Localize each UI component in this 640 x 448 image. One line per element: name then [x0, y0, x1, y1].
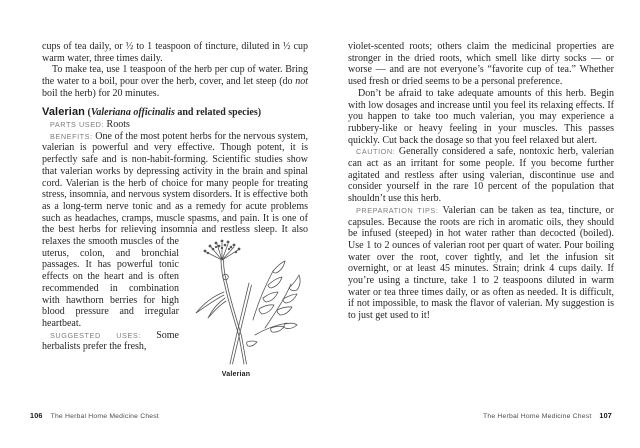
right-page-footer	[483, 411, 612, 420]
benefits-text-1: One of the most potent herbs for the nervous system, valerian is powerful and very effective. Though potent, it is perfectly safe and is non-habit-forming. Scientific studies show that valerian works by depressing activity in the brain and spinal cord. Valerian is the herb of choice for many people for treating stress, insomnia, and nervous system disorders. It is effective both as a long-term nerve tonic and as a remedy for acute problems such as headaches, cramps, muscle spasms, and pain. It is one of the best herbs for relieving insomnia and	[42, 130, 308, 236]
tea-instructions-paragraph	[42, 64, 308, 99]
valerian-illustration	[188, 238, 308, 381]
left-page-number: 106	[30, 411, 43, 420]
right-page-number: 107	[599, 411, 612, 420]
benefits-label: BENEFITS:	[50, 131, 93, 141]
left-page	[42, 41, 308, 383]
preparation-tips-paragraph	[348, 205, 614, 322]
valerian-plant-drawing	[189, 238, 307, 368]
tea-text-2: boil the herb) for 20 minutes.	[42, 87, 160, 99]
parts-used-value: Roots	[104, 119, 130, 131]
tea-text-1: To make tea, use 1 teaspoon of the herb per cup of water. Bring the water to a boil, pour over the herb, cover, and let steep (do	[42, 64, 308, 88]
dosage-paragraph: Don’t be afraid to take adequate amounts of this herb. Begin with low dosages and increase until you feel its relaxing effects. If you happen to take too much valerian, you may experience a rubbery-like or heavy feeling in your muscles. This passes quickly. Cut back the dosage so that you feel relaxed but alert.	[348, 87, 614, 146]
suggested-uses-label: SUGGESTED USES:	[50, 330, 141, 340]
right-page	[348, 41, 614, 322]
valerian-heading	[42, 106, 308, 119]
intro-continuation-paragraph: cups of tea daily, or ½ to 1 teaspoon of tincture, diluted in ½ cup warm water, three times daily.	[42, 41, 308, 64]
caution-text: Generally considered a safe, nontoxic herb, valerian can act as an irritant for some people. If you become further agitated and restless after using valerian, discontinue use and consider yourself in the rare 10 percent of the population that shouldn’t use this herb.	[348, 146, 614, 205]
book-title-footer-left: The Herbal Home Medicine Chest	[50, 413, 159, 420]
preparation-tips-text: Valerian can be taken as tea, tincture, or capsules. Because the roots are rich in aromatic oils, they should be infused (steeped) in hot water rather than decocted (boiled). Use 1 to 2 ounces of valerian root per quart of water. Pour boiling water over the root, cover tightly, and let the infusion sit overnight, or at least 45 minutes. Strain; drink 4 cups daily. If you’re using a tincture, take 1 to 2 teaspoons diluted in warm water or tea three times daily, or as often as needed. It is difficult, if not impossible, to mask the flavor of valerian. My suggestion is to just get used to it!	[348, 204, 614, 322]
herb-related-species: and related species)	[174, 107, 262, 119]
book-title-footer-right: The Herbal Home Medicine Chest	[483, 413, 592, 420]
herb-latin-wrap	[85, 107, 261, 118]
emphasis-not: not	[295, 76, 308, 88]
caution-paragraph	[348, 146, 614, 205]
illustration-caption: Valerian	[221, 371, 251, 379]
paren-open: (	[85, 107, 91, 119]
benefits-text-2: restless sleep. It also relaxes the smooth muscles of the uterus, colon, and bronchial passages. It has powerful tonic effects on the heart and is often recommended in combination with hawthorn berries for high blood pressure and irregular heartbeat.	[42, 224, 309, 329]
herb-latin-name: Valeriana officinalis	[90, 107, 175, 119]
suggested-uses-text: Some herbalists prefer the fresh,	[42, 329, 179, 353]
left-page-footer	[30, 411, 159, 420]
preparation-tips-label: PREPARATION TIPS:	[356, 205, 439, 215]
herb-name: Valerian	[42, 106, 85, 119]
roots-continuation-paragraph: violet-scented roots; others claim the medicinal properties are stronger in the dried roots, which smell like dirty socks — or worse — and are not everyone’s “favorite cup of tea.” Whether used fresh or dried seems to be a personal preference.	[348, 41, 614, 88]
parts-used-label: PARTS USED:	[50, 120, 105, 130]
caution-label: CAUTION:	[356, 147, 396, 157]
parts-used-line	[42, 119, 308, 131]
